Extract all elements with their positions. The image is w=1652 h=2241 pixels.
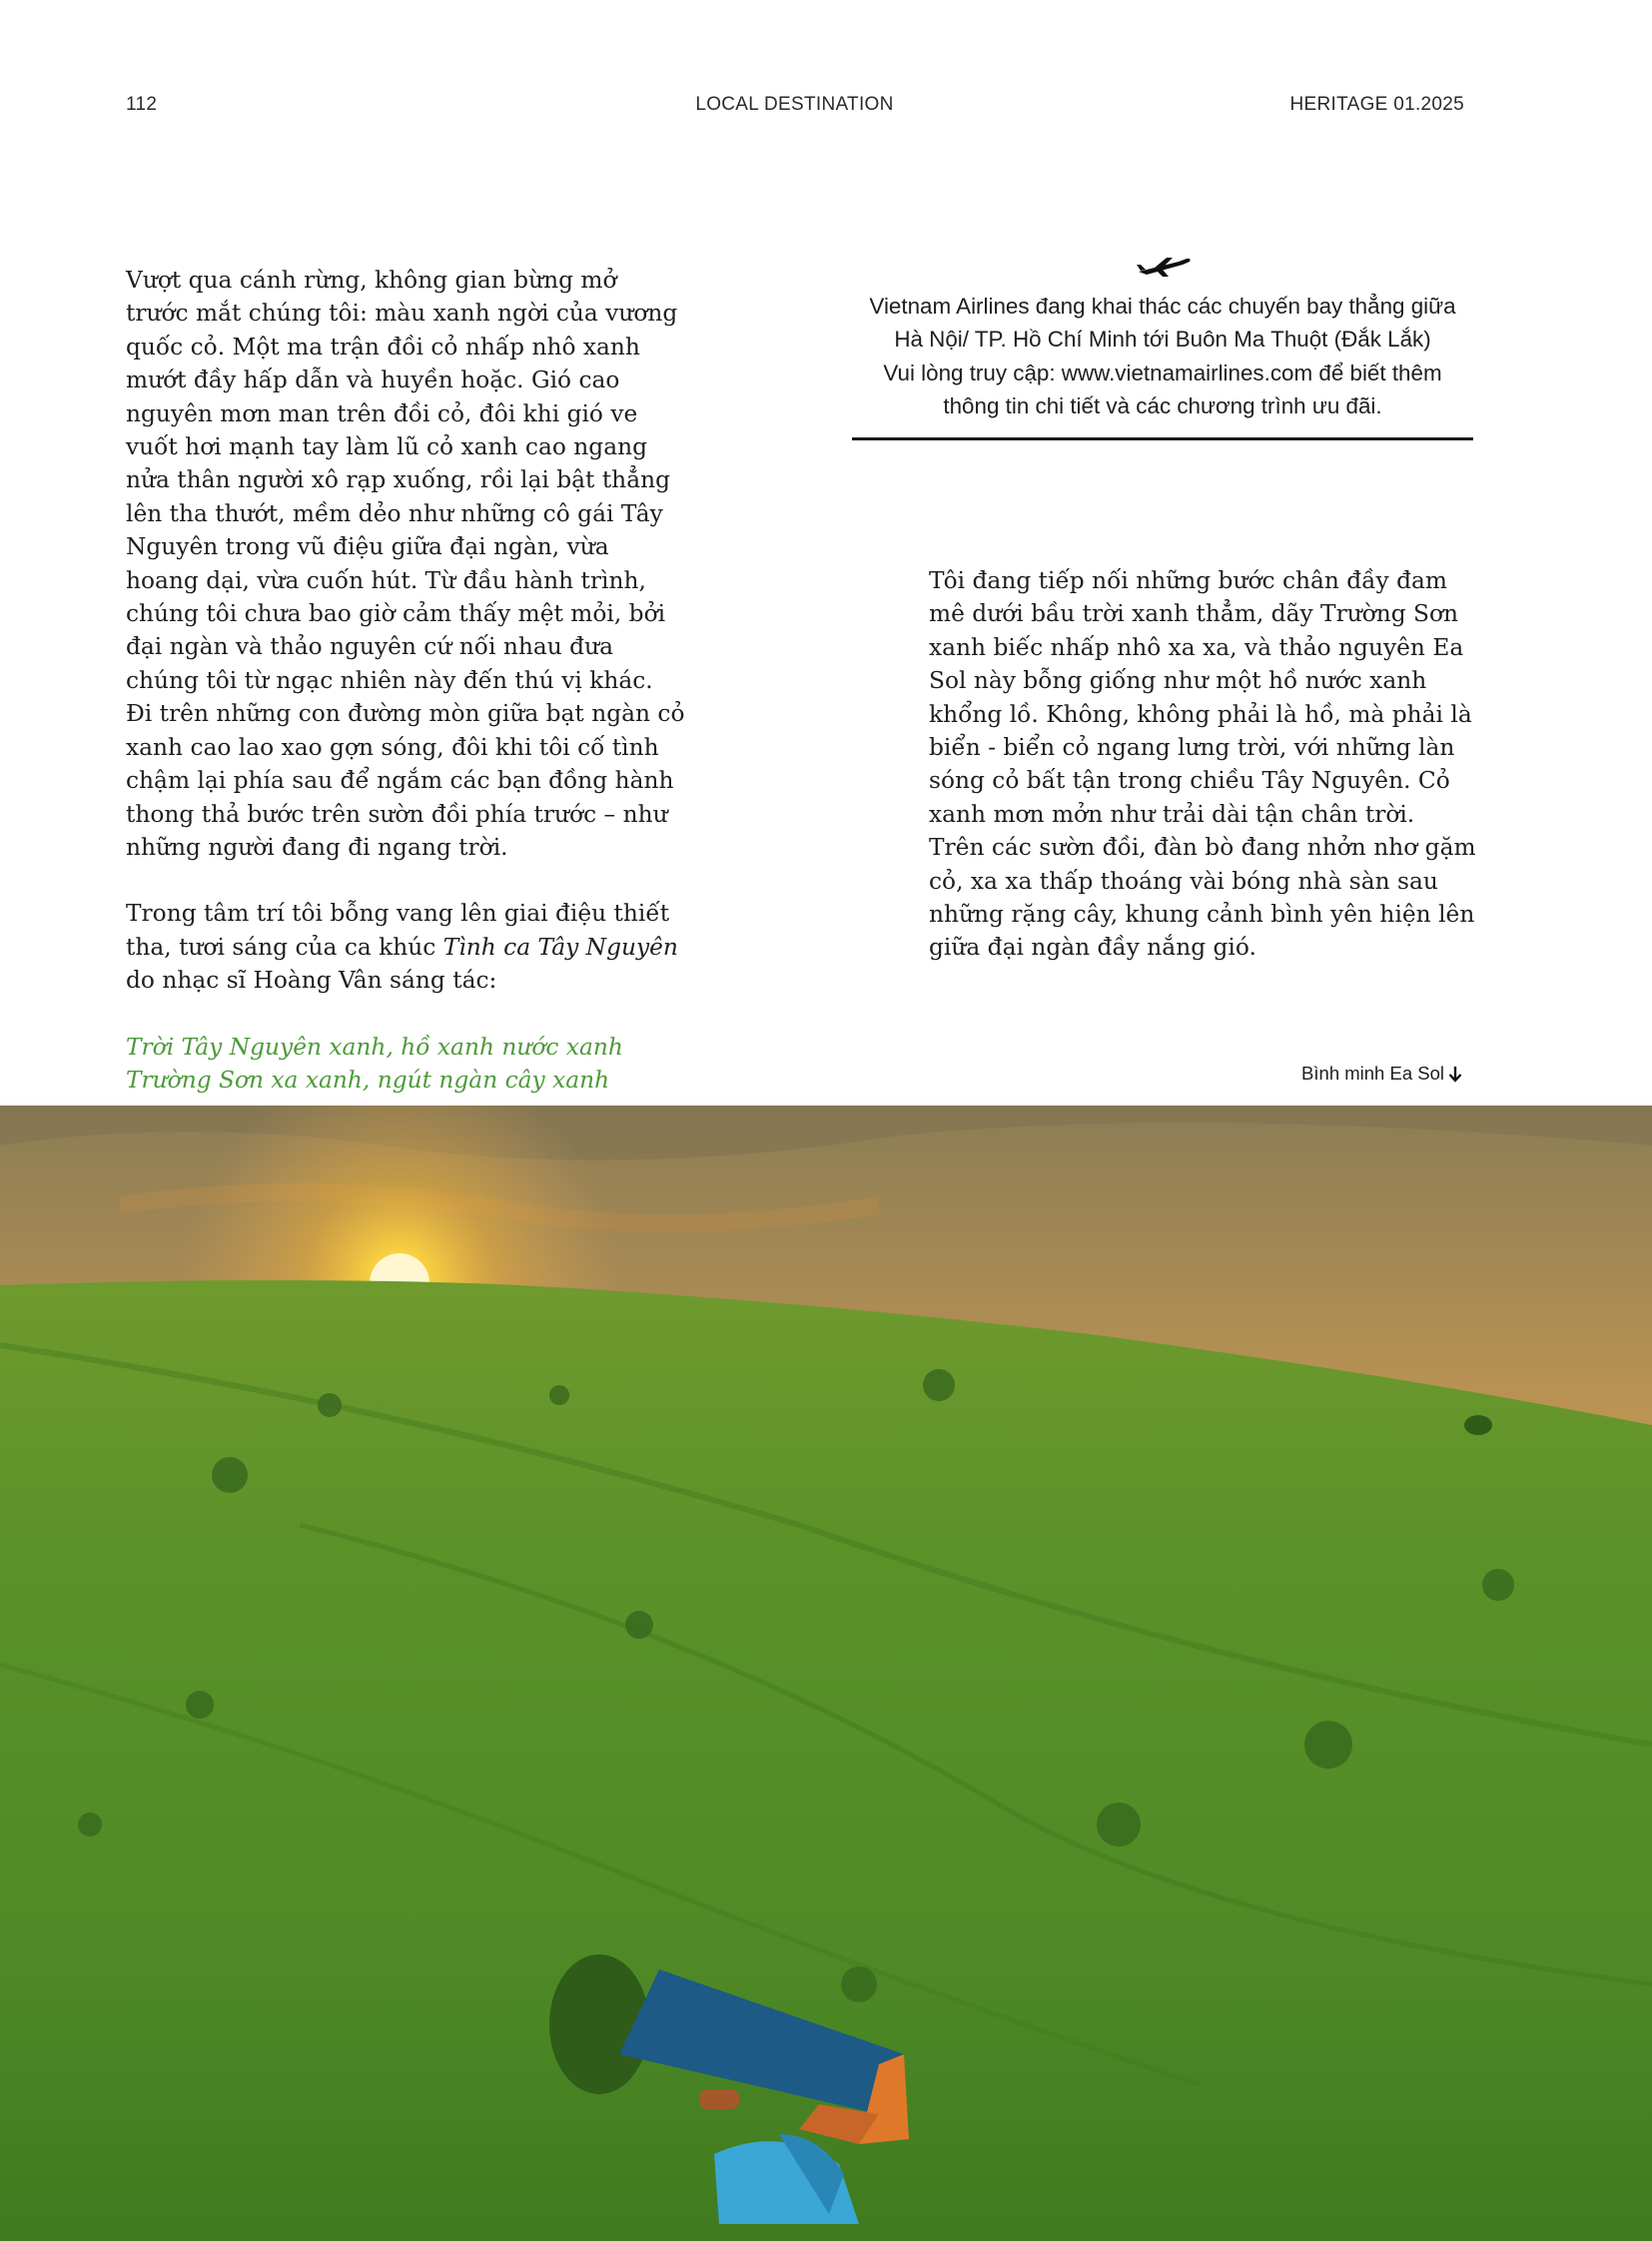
- info-line: Vui lòng truy cập: www.vietnamairlines.com để biết thêm: [883, 360, 1442, 385]
- text-span: Trong tâm trí tôi bỗng vang lên giai điệu thiết tha, tươi sáng của ca khúc: [126, 900, 670, 961]
- airline-info-box: [852, 250, 1473, 440]
- paragraph: [126, 897, 685, 997]
- info-line: thông tin chi tiết và các chương trình ưu đãi.: [943, 393, 1382, 419]
- arrow-down-icon: [1448, 1066, 1462, 1083]
- landscape-photo: [0, 1106, 1652, 2241]
- section-title: LOCAL DESTINATION: [695, 94, 894, 115]
- info-line: Hà Nội/ TP. Hồ Chí Minh tới Buôn Ma Thuột (Đắk Lắk): [894, 327, 1431, 353]
- issue-label: HERITAGE 01.2025: [1289, 94, 1464, 115]
- photo-caption: [1301, 1063, 1462, 1085]
- poem-line: Trời Tây Nguyên xanh, hồ xanh nước xanh: [126, 1033, 623, 1061]
- left-column: [126, 264, 685, 1097]
- grassland-sunrise-image: [0, 1106, 1652, 2241]
- right-column-paragraph: Tôi đang tiếp nối những bước chân đầy đam mê dưới bầu trời xanh thẳm, dãy Trường Sơn xanh biếc nhấp nhô xa xa, và thảo nguyên Ea Sol này bỗng giống như một hồ nước xanh khổng lồ. Không, không phải là hồ, mà phải là biển - biển cỏ ngang lưng trời, với những làn sóng cỏ bất tận trong chiều Tây Nguyên. Cỏ xanh mơn mởn như trải dài tận chân trời. Trên các sườn đồi, đàn bò đang nhởn nhơ gặm cỏ, xa xa thấp thoáng vài bóng nhà sàn sau những rặng cây, khung cảnh bình yên hiện lên giữa đại ngàn đầy nắng gió.: [929, 567, 1476, 962]
- info-line: Vietnam Airlines đang khai thác các chuyến bay thẳng giữa: [869, 294, 1456, 319]
- song-title: Tình ca Tây Nguyên: [442, 933, 678, 961]
- text-span: do nhạc sĩ Hoàng Vân sáng tác:: [126, 967, 497, 995]
- paragraph: Vượt qua cánh rừng, không gian bừng mở trước mắt chúng tôi: màu xanh ngời của vương quốc cỏ. Một ma trận đồi cỏ nhấp nhô xanh mướt đầy hấp dẫn và huyền hoặc. Gió cao nguyên mơn man trên đồi cỏ, đôi khi gió ve vuốt hơi mạnh tay làm lũ cỏ xanh cao ngang nửa thân người xô rạp xuống, rồi lại bật thẳng lên tha thướt, mềm dẻo như những cô gái Tây Nguyên trong vũ điệu giữa đại ngàn, vừa hoang dại, vừa cuốn hút. Từ đầu hành trình, chúng tôi chưa bao giờ cảm thấy mệt mỏi, bởi đại ngàn và thảo nguyên cứ nối nhau đưa chúng tôi từ ngạc nhiên này đến thú vị khác. Đi trên những con đường mòn giữa bạt ngàn cỏ xanh cao lao xao gợn sóng, đôi khi tôi cố tình chậm lại phía sau để ngắm các bạn đồng hành thong thả bước trên sườn đồi phía trước – như những người đang đi ngang trời.: [126, 267, 685, 861]
- poem-quote: [126, 1031, 685, 1098]
- poem-line: Trường Sơn xa xanh, ngút ngàn cây xanh: [126, 1066, 610, 1094]
- airplane-icon: [1133, 250, 1193, 280]
- caption-text: Bình minh Ea Sol: [1301, 1063, 1444, 1084]
- airline-info-text: [852, 290, 1473, 423]
- page-number: 112: [126, 94, 158, 115]
